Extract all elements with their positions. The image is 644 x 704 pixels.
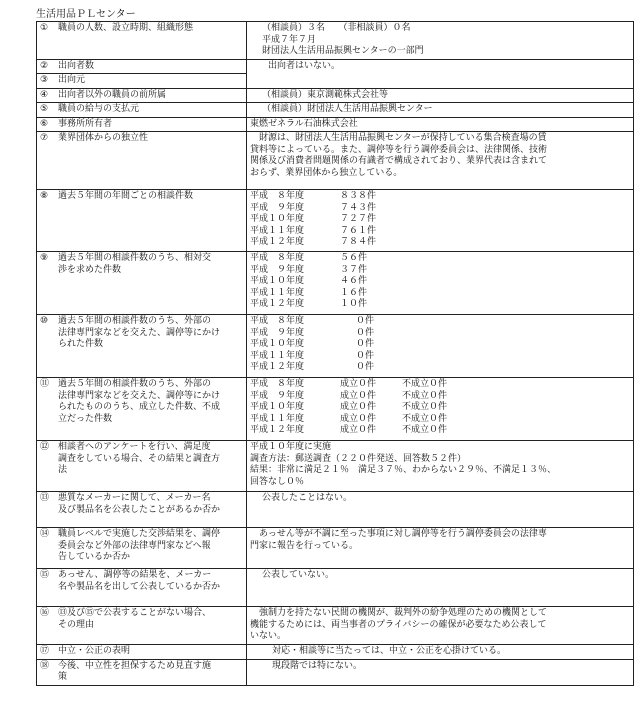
failure-count: 不成立０件 <box>402 413 448 424</box>
value-line: （相談員）３名 （非相談員）０名 <box>262 23 411 33</box>
failure-count: 不成立０件 <box>402 402 448 412</box>
row-number: ⑫ <box>40 442 50 452</box>
success-count: 成立０件 <box>340 402 377 412</box>
label-line: 及び製品名を公表したことがあるか否か <box>58 504 221 515</box>
row-label <box>37 378 247 441</box>
failure-count: 不成立０件 <box>402 425 448 435</box>
value-line: 門家に報告を行っている。 <box>250 540 359 551</box>
row-number: ⑭ <box>40 529 50 539</box>
year: 平成１２年度 <box>250 299 305 309</box>
year: 平成１２年度 <box>250 362 305 372</box>
row-value <box>247 315 634 378</box>
year: 平成 ８年度 <box>250 191 305 201</box>
success-count: 成立０件 <box>340 390 377 401</box>
row-label <box>37 59 247 74</box>
value-line: 現段階では特にない。 <box>272 660 363 671</box>
row-label <box>37 528 247 569</box>
row-label-text: 出向元 <box>58 75 86 85</box>
table-row <box>37 59 634 74</box>
table-row <box>37 528 634 569</box>
row-value <box>247 441 634 492</box>
row-value <box>247 22 634 60</box>
value-line: 貸料等によっている。また、調停等を行う調停委員会は、法律関係、技術 <box>250 144 548 155</box>
table-row <box>37 22 634 60</box>
row-label <box>37 117 247 132</box>
value-line: （相談員）東京測範株式会社等 <box>262 89 389 100</box>
row-label <box>37 103 247 118</box>
year: 平成 ９年度 <box>250 264 305 275</box>
row-label-text: 中立・公正の表明 <box>58 646 131 656</box>
row-label <box>37 22 247 60</box>
value-line: 結果：非常に満足２１％ 満足３７％、わからない２９％、不満足１３％、 <box>250 465 557 475</box>
table-row <box>37 492 634 528</box>
label-line: 委員会など外部の法律専門家などへ報 <box>58 540 211 551</box>
value-line: 財団法人生活用品振興センターの一部門 <box>262 46 424 56</box>
page-title: 生活用品ＰＬセンター <box>36 9 136 20</box>
label-line: 告しているか否か <box>58 552 131 562</box>
count: １０件 <box>340 299 368 309</box>
row-label <box>37 492 247 528</box>
value-line: 平成１０年度に実施 <box>250 442 332 452</box>
count: ３７件 <box>340 264 368 275</box>
row-label-text: 職員の給与の支払元 <box>58 104 140 114</box>
count: ０件 <box>356 362 375 372</box>
row-label <box>37 132 247 190</box>
table-row <box>37 607 634 645</box>
row-label-text: 業界団体からの独立性 <box>58 133 149 143</box>
table-row <box>37 103 634 118</box>
value-line: おらず、業界団体から独立している。 <box>250 167 403 178</box>
count: ７２７件 <box>340 214 377 224</box>
row-number: ④ <box>40 89 49 100</box>
row-label-text: 事務所所有者 <box>58 118 113 129</box>
value-line: 出向者はいない。 <box>268 60 341 71</box>
table-row <box>37 117 634 132</box>
row-number: ① <box>40 23 49 33</box>
table-row <box>37 190 634 252</box>
table-row <box>37 315 634 378</box>
row-value <box>247 252 634 315</box>
row-value <box>247 190 634 252</box>
table-row <box>37 378 634 441</box>
row-value <box>247 659 634 685</box>
label-line: 名や製品名を出して公表しているか否か <box>58 581 221 592</box>
table-row <box>37 132 634 190</box>
failure-count: 不成立０件 <box>402 390 448 401</box>
count: ８３８件 <box>340 191 377 201</box>
value-line: 調査方法：郵送調査（２２０件発送、回答数５２件） <box>250 453 467 464</box>
year: 平成１２年度 <box>250 425 305 435</box>
table-row <box>37 88 634 103</box>
year: 平成１０年度 <box>250 276 305 286</box>
row-label-text: 過去５年間の年間ごとの相談件数 <box>58 191 194 201</box>
row-label-text: 出向者数 <box>58 60 95 71</box>
value-line: 機能するためには、両当事者のプライバシーの確保が必要なため公表して <box>250 619 547 630</box>
value-line: 東燃ゼネラル石油株式会社 <box>250 118 358 129</box>
row-label <box>37 190 247 252</box>
row-value <box>247 528 634 569</box>
row-number: ⑪ <box>40 379 50 389</box>
value-line: 公表していない。 <box>262 570 335 580</box>
row-number: ⑬ <box>40 493 50 503</box>
count: ０件 <box>356 327 375 338</box>
label-line: 過去５年間の相談件数のうち、相対交 <box>58 253 212 263</box>
year: 平成１１年度 <box>250 287 305 298</box>
row-value <box>247 59 634 88</box>
row-value <box>247 569 634 607</box>
row-value <box>247 607 634 645</box>
count: ０件 <box>356 350 375 361</box>
label-line: 過去５年間の相談件数のうち、外部の <box>58 379 212 389</box>
row-label <box>37 74 247 89</box>
row-label <box>37 441 247 492</box>
label-line: 法 <box>58 465 68 475</box>
label-line: 法律専門家などを交えた、調停等にかけ <box>58 327 221 338</box>
label-line: 策 <box>58 672 68 682</box>
row-number: ③ <box>40 75 49 85</box>
row-value <box>247 117 634 132</box>
year: 平成 ８年度 <box>250 253 305 263</box>
label-line: 職員レベルで実施した交渉結果を、調停 <box>58 529 221 539</box>
row-value <box>247 88 634 103</box>
row-value <box>247 378 634 441</box>
row-value <box>247 103 634 118</box>
value-line: いない。 <box>250 631 287 641</box>
year: 平成１０年度 <box>250 339 305 349</box>
year: 平成 ９年度 <box>250 202 305 213</box>
row-number: ⑱ <box>40 660 50 671</box>
count: ４６件 <box>340 276 368 286</box>
row-number: ⑨ <box>40 253 49 263</box>
label-line: 相談者へのアンケートを行い、満足度 <box>58 442 211 452</box>
year: 平成１１年度 <box>250 225 305 236</box>
year: 平成１１年度 <box>250 413 305 424</box>
value-line: 関係及び消費者問題関係の有識者で構成されており、業界代表は含まれて <box>250 156 548 166</box>
year: 平成 ８年度 <box>250 316 305 326</box>
row-label-text: 出向者以外の職員の前所属 <box>58 89 167 100</box>
year: 平成１２年度 <box>250 237 305 247</box>
row-number: ② <box>40 60 49 71</box>
row-label <box>37 607 247 645</box>
label-line: 立だった件数 <box>58 413 113 424</box>
row-number: ⑰ <box>40 646 50 656</box>
success-count: 成立０件 <box>340 379 377 389</box>
row-number: ⑩ <box>40 316 49 326</box>
label-line: 法律専門家などを交えた、調停等にかけ <box>58 390 221 401</box>
year: 平成１０年度 <box>250 402 305 412</box>
count: ７８４件 <box>340 237 377 247</box>
count: ０件 <box>356 339 375 349</box>
row-number: ⑦ <box>40 133 49 143</box>
row-label <box>37 88 247 103</box>
count: ７６１件 <box>340 225 377 236</box>
value-line: 対応・相談等に当たっては、中立・公正を心掛けている。 <box>272 646 507 656</box>
label-line: 渉を求めた件数 <box>58 264 122 275</box>
year: 平成 ９年度 <box>250 327 305 338</box>
table-row <box>37 441 634 492</box>
row-label <box>37 569 247 607</box>
row-label <box>37 659 247 685</box>
label-line: られたもののうち、成立した件数、不成 <box>58 402 221 412</box>
count: ０件 <box>356 316 375 326</box>
value-line: （相談員）財団法人生活用品振興センター <box>262 104 433 114</box>
label-line: その理由 <box>58 619 95 630</box>
row-number: ⑤ <box>40 104 49 114</box>
table-row <box>37 659 634 685</box>
count: ７４３件 <box>340 202 377 213</box>
value-line: 公表したことはない。 <box>262 493 353 503</box>
table-row <box>37 645 634 660</box>
label-line: 調査をしている場合、その結果と調査方 <box>58 453 221 464</box>
label-line: 過去５年間の相談件数のうち、外部の <box>58 316 212 326</box>
year: 平成 ９年度 <box>250 390 305 401</box>
row-label <box>37 252 247 315</box>
success-count: 成立０件 <box>340 425 377 435</box>
row-value <box>247 645 634 660</box>
year: 平成 ８年度 <box>250 379 305 389</box>
row-label <box>37 645 247 660</box>
row-number: ⑮ <box>40 570 50 580</box>
count: ５６件 <box>340 253 368 263</box>
value-line: 強制力を持たない民間の機関が、裁判外の紛争処理のための機関として <box>250 608 548 618</box>
failure-count: 不成立０件 <box>402 379 448 389</box>
label-line: あっせん、調停等の結果を、メーカー <box>58 570 212 580</box>
row-label <box>37 315 247 378</box>
year: 平成１１年度 <box>250 350 305 361</box>
row-number: ⑯ <box>40 608 50 618</box>
row-number: ⑥ <box>40 118 49 129</box>
count: １６件 <box>340 287 368 298</box>
row-number: ⑧ <box>40 191 49 201</box>
label-line: られた件数 <box>58 339 104 349</box>
row-label-text: 職員の人数、設立時期、組織形態 <box>58 23 194 33</box>
label-line: 今後、中立性を担保するため見直す施 <box>58 660 212 671</box>
success-count: 成立０件 <box>340 413 377 424</box>
table-row <box>37 252 634 315</box>
label-line: ⑬及び⑮で公表することがない場合、 <box>58 608 212 618</box>
value-line: 財源は、財団法人生活用品振興センターが保持している集合検査場の賃 <box>250 133 547 143</box>
table-row <box>37 569 634 607</box>
row-value <box>247 492 634 528</box>
year: 平成１０年度 <box>250 214 305 224</box>
value-line: あっせん等が不調に至った事項に対し調停等を行う調停委員会の法律専 <box>250 529 547 539</box>
value-line: 回答なし０％ <box>250 476 305 487</box>
row-value <box>247 132 634 190</box>
info-table <box>36 21 634 686</box>
value-line: 平成７年７月 <box>262 34 317 45</box>
label-line: 悪質なメーカーに関して、メーカー名 <box>58 493 211 503</box>
